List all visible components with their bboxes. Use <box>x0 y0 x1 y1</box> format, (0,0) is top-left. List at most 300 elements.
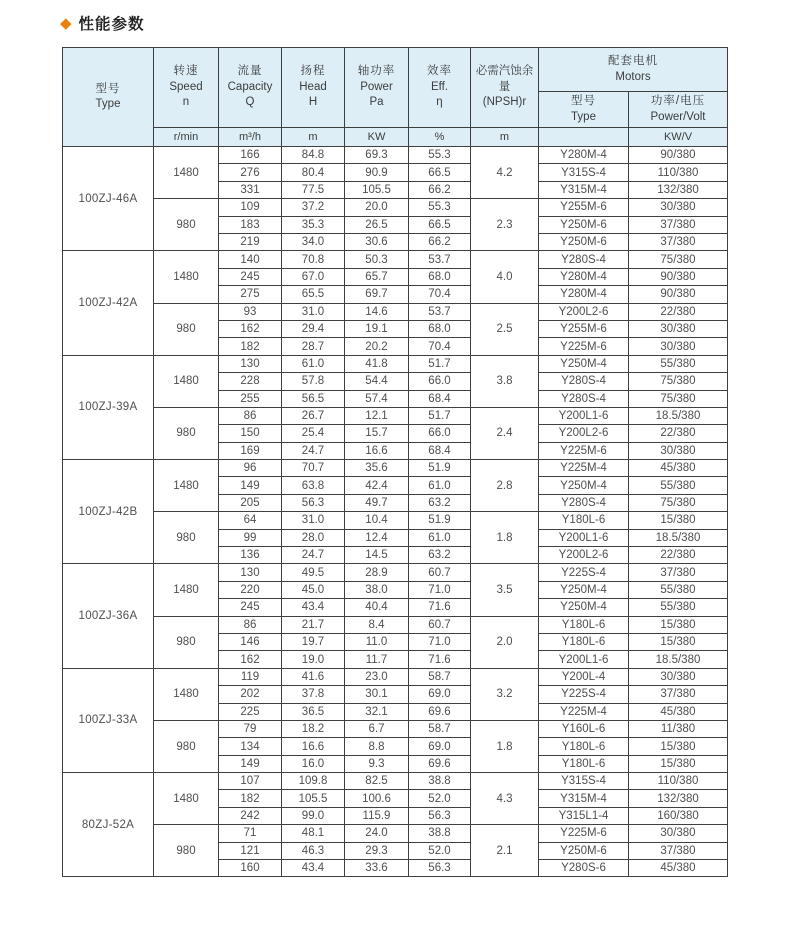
eff-cell: 69.0 <box>409 738 471 755</box>
capacity-cell: 99 <box>219 529 282 546</box>
eff-cell: 53.7 <box>409 303 471 320</box>
npsh-cell: 3.2 <box>471 668 539 720</box>
head-cell: 49.5 <box>282 564 345 581</box>
power-cell: 40.4 <box>345 599 409 616</box>
eff-cell: 60.7 <box>409 564 471 581</box>
eff-cell: 69.6 <box>409 755 471 772</box>
eff-cell: 58.7 <box>409 668 471 685</box>
power-cell: 20.2 <box>345 338 409 355</box>
motor-power-cell: 37/380 <box>629 686 728 703</box>
col-header-motor-type: 型号 Type <box>539 92 629 128</box>
eff-cell: 66.0 <box>409 373 471 390</box>
motor-type-cell: Y280S-4 <box>539 494 629 511</box>
motor-power-cell: 30/380 <box>629 320 728 337</box>
power-cell: 90.9 <box>345 164 409 181</box>
motor-power-cell: 22/380 <box>629 303 728 320</box>
power-cell: 42.4 <box>345 477 409 494</box>
power-cell: 30.6 <box>345 233 409 250</box>
speed-cell: 1480 <box>154 564 219 616</box>
npsh-cell: 2.5 <box>471 303 539 355</box>
power-cell: 100.6 <box>345 790 409 807</box>
power-cell: 49.7 <box>345 494 409 511</box>
npsh-cell: 4.3 <box>471 773 539 825</box>
eff-cell: 56.3 <box>409 860 471 877</box>
model-cell: 100ZJ-36A <box>63 564 154 668</box>
motor-power-cell: 55/380 <box>629 599 728 616</box>
table-row <box>63 303 728 320</box>
model-cell: 100ZJ-39A <box>63 355 154 459</box>
motor-power-cell: 22/380 <box>629 425 728 442</box>
eff-cell: 71.0 <box>409 633 471 650</box>
capacity-cell: 86 <box>219 616 282 633</box>
power-cell: 65.7 <box>345 268 409 285</box>
head-cell: 70.7 <box>282 460 345 477</box>
motor-type-cell: Y180L-6 <box>539 755 629 772</box>
head-cell: 48.1 <box>282 825 345 842</box>
capacity-cell: 93 <box>219 303 282 320</box>
motor-type-cell: Y250M-4 <box>539 599 629 616</box>
power-cell: 54.4 <box>345 373 409 390</box>
head-cell: 24.7 <box>282 547 345 564</box>
capacity-cell: 182 <box>219 338 282 355</box>
unit-motor-type <box>539 128 629 147</box>
capacity-cell: 245 <box>219 268 282 285</box>
motor-type-cell: Y200L2-6 <box>539 425 629 442</box>
speed-cell: 1480 <box>154 355 219 407</box>
head-cell: 16.6 <box>282 738 345 755</box>
motor-power-cell: 15/380 <box>629 755 728 772</box>
table-row <box>63 512 728 529</box>
power-cell: 23.0 <box>345 668 409 685</box>
npsh-cell: 1.8 <box>471 512 539 564</box>
motor-power-cell: 22/380 <box>629 547 728 564</box>
table-header <box>63 48 728 147</box>
npsh-cell: 2.0 <box>471 616 539 668</box>
capacity-cell: 331 <box>219 181 282 198</box>
npsh-cell: 3.5 <box>471 564 539 616</box>
head-cell: 31.0 <box>282 512 345 529</box>
power-cell: 6.7 <box>345 720 409 737</box>
motor-type-cell: Y315S-4 <box>539 773 629 790</box>
npsh-cell: 3.8 <box>471 355 539 407</box>
eff-cell: 66.5 <box>409 164 471 181</box>
npsh-cell: 2.1 <box>471 825 539 877</box>
head-cell: 45.0 <box>282 581 345 598</box>
motor-type-cell: Y200L-4 <box>539 668 629 685</box>
power-cell: 26.5 <box>345 216 409 233</box>
eff-cell: 68.4 <box>409 390 471 407</box>
power-cell: 11.7 <box>345 651 409 668</box>
power-cell: 12.1 <box>345 407 409 424</box>
unit-eff: % <box>409 128 471 147</box>
eff-cell: 70.4 <box>409 338 471 355</box>
unit-npsh: m <box>471 128 539 147</box>
col-header-capacity: 流量 Capacity Q <box>219 48 282 128</box>
power-cell: 15.7 <box>345 425 409 442</box>
motor-power-cell: 37/380 <box>629 564 728 581</box>
capacity-cell: 96 <box>219 460 282 477</box>
motor-power-cell: 90/380 <box>629 268 728 285</box>
head-cell: 34.0 <box>282 233 345 250</box>
motor-type-cell: Y225M-4 <box>539 703 629 720</box>
model-cell: 100ZJ-33A <box>63 668 154 772</box>
npsh-cell: 1.8 <box>471 720 539 772</box>
diamond-icon: ◆ <box>60 14 72 32</box>
motor-power-cell: 75/380 <box>629 390 728 407</box>
motor-power-cell: 37/380 <box>629 233 728 250</box>
motor-power-cell: 75/380 <box>629 251 728 268</box>
capacity-cell: 228 <box>219 373 282 390</box>
head-cell: 63.8 <box>282 477 345 494</box>
npsh-cell: 4.2 <box>471 147 539 199</box>
col-header-eff: 效率 Eff. η <box>409 48 471 128</box>
head-cell: 35.3 <box>282 216 345 233</box>
capacity-cell: 160 <box>219 860 282 877</box>
capacity-cell: 276 <box>219 164 282 181</box>
power-cell: 9.3 <box>345 755 409 772</box>
table-row <box>63 355 728 372</box>
capacity-cell: 140 <box>219 251 282 268</box>
head-cell: 56.3 <box>282 494 345 511</box>
eff-cell: 69.0 <box>409 686 471 703</box>
head-cell: 43.4 <box>282 599 345 616</box>
capacity-cell: 169 <box>219 442 282 459</box>
motor-power-cell: 45/380 <box>629 460 728 477</box>
motor-power-cell: 90/380 <box>629 147 728 164</box>
motor-power-cell: 30/380 <box>629 668 728 685</box>
speed-cell: 980 <box>154 616 219 668</box>
npsh-cell: 2.8 <box>471 460 539 512</box>
head-cell: 24.7 <box>282 442 345 459</box>
model-cell: 100ZJ-46A <box>63 147 154 251</box>
motor-type-cell: Y200L2-6 <box>539 303 629 320</box>
speed-cell: 1480 <box>154 773 219 825</box>
npsh-cell: 2.4 <box>471 407 539 459</box>
speed-cell: 1480 <box>154 668 219 720</box>
motor-power-cell: 55/380 <box>629 477 728 494</box>
unit-capacity: m³/h <box>219 128 282 147</box>
motor-power-cell: 160/380 <box>629 807 728 824</box>
capacity-cell: 202 <box>219 686 282 703</box>
unit-head: m <box>282 128 345 147</box>
col-header-motor-power: 功率/电压 Power/Volt <box>629 92 728 128</box>
table-row <box>63 460 728 477</box>
motor-type-cell: Y250M-4 <box>539 581 629 598</box>
eff-cell: 53.7 <box>409 251 471 268</box>
power-cell: 24.0 <box>345 825 409 842</box>
head-cell: 43.4 <box>282 860 345 877</box>
motor-type-cell: Y200L2-6 <box>539 547 629 564</box>
power-cell: 19.1 <box>345 320 409 337</box>
model-cell: 100ZJ-42B <box>63 460 154 564</box>
head-cell: 16.0 <box>282 755 345 772</box>
motor-power-cell: 132/380 <box>629 181 728 198</box>
power-cell: 69.3 <box>345 147 409 164</box>
col-header-head: 扬程 Head H <box>282 48 345 128</box>
head-cell: 80.4 <box>282 164 345 181</box>
power-cell: 28.9 <box>345 564 409 581</box>
eff-cell: 63.2 <box>409 547 471 564</box>
unit-speed: r/min <box>154 128 219 147</box>
capacity-cell: 121 <box>219 842 282 859</box>
head-cell: 70.8 <box>282 251 345 268</box>
motor-power-cell: 45/380 <box>629 703 728 720</box>
eff-cell: 61.0 <box>409 529 471 546</box>
capacity-cell: 136 <box>219 547 282 564</box>
capacity-cell: 149 <box>219 755 282 772</box>
motor-power-cell: 15/380 <box>629 738 728 755</box>
power-cell: 32.1 <box>345 703 409 720</box>
motor-type-cell: Y250M-6 <box>539 842 629 859</box>
motor-power-cell: 18.5/380 <box>629 407 728 424</box>
performance-spec-table <box>62 47 728 877</box>
head-cell: 77.5 <box>282 181 345 198</box>
capacity-cell: 119 <box>219 668 282 685</box>
speed-cell: 1480 <box>154 147 219 199</box>
npsh-cell: 2.3 <box>471 199 539 251</box>
head-cell: 31.0 <box>282 303 345 320</box>
head-cell: 56.5 <box>282 390 345 407</box>
table-row <box>63 147 728 164</box>
motor-type-cell: Y280M-4 <box>539 268 629 285</box>
motor-type-cell: Y315S-4 <box>539 164 629 181</box>
head-cell: 105.5 <box>282 790 345 807</box>
eff-cell: 52.0 <box>409 842 471 859</box>
page-title <box>60 12 800 34</box>
power-cell: 14.5 <box>345 547 409 564</box>
power-cell: 82.5 <box>345 773 409 790</box>
head-cell: 26.7 <box>282 407 345 424</box>
head-cell: 61.0 <box>282 355 345 372</box>
motor-type-cell: Y255M-6 <box>539 199 629 216</box>
head-cell: 36.5 <box>282 703 345 720</box>
speed-cell: 1480 <box>154 460 219 512</box>
speed-cell: 980 <box>154 825 219 877</box>
head-cell: 29.4 <box>282 320 345 337</box>
model-cell: 80ZJ-52A <box>63 773 154 877</box>
motor-power-cell: 30/380 <box>629 442 728 459</box>
speed-cell: 980 <box>154 303 219 355</box>
col-header-npsh: 必需汽蚀余量 (NPSH)r <box>471 48 539 128</box>
motor-power-cell: 37/380 <box>629 842 728 859</box>
motor-power-cell: 75/380 <box>629 373 728 390</box>
power-cell: 20.0 <box>345 199 409 216</box>
motor-power-cell: 18.5/380 <box>629 651 728 668</box>
head-cell: 19.7 <box>282 633 345 650</box>
motor-type-cell: Y225S-4 <box>539 686 629 703</box>
speed-cell: 980 <box>154 512 219 564</box>
motor-type-cell: Y315M-4 <box>539 181 629 198</box>
table-row <box>63 616 728 633</box>
unit-power: KW <box>345 128 409 147</box>
eff-cell: 71.6 <box>409 651 471 668</box>
capacity-cell: 130 <box>219 355 282 372</box>
motor-type-cell: Y250M-4 <box>539 355 629 372</box>
power-cell: 50.3 <box>345 251 409 268</box>
head-cell: 67.0 <box>282 268 345 285</box>
eff-cell: 70.4 <box>409 286 471 303</box>
capacity-cell: 146 <box>219 633 282 650</box>
motor-power-cell: 15/380 <box>629 512 728 529</box>
npsh-cell: 4.0 <box>471 251 539 303</box>
capacity-cell: 107 <box>219 773 282 790</box>
power-cell: 8.8 <box>345 738 409 755</box>
motor-type-cell: Y280S-4 <box>539 373 629 390</box>
table-row <box>63 407 728 424</box>
head-cell: 37.8 <box>282 686 345 703</box>
col-header-speed: 转速 Speed n <box>154 48 219 128</box>
unit-motor-power: KW/V <box>629 128 728 147</box>
capacity-cell: 162 <box>219 651 282 668</box>
eff-cell: 68.0 <box>409 268 471 285</box>
eff-cell: 68.0 <box>409 320 471 337</box>
motor-type-cell: Y180L-6 <box>539 633 629 650</box>
eff-cell: 51.9 <box>409 460 471 477</box>
eff-cell: 58.7 <box>409 720 471 737</box>
power-cell: 115.9 <box>345 807 409 824</box>
capacity-cell: 255 <box>219 390 282 407</box>
motor-power-cell: 75/380 <box>629 494 728 511</box>
motor-type-cell: Y280S-4 <box>539 390 629 407</box>
eff-cell: 66.2 <box>409 233 471 250</box>
motor-power-cell: 30/380 <box>629 825 728 842</box>
capacity-cell: 150 <box>219 425 282 442</box>
head-cell: 28.0 <box>282 529 345 546</box>
motor-power-cell: 15/380 <box>629 633 728 650</box>
eff-cell: 38.8 <box>409 825 471 842</box>
motor-type-cell: Y225M-6 <box>539 442 629 459</box>
col-header-type: 型号 Type <box>63 48 154 147</box>
capacity-cell: 130 <box>219 564 282 581</box>
motor-type-cell: Y250M-6 <box>539 233 629 250</box>
table-body <box>63 147 728 877</box>
capacity-cell: 205 <box>219 494 282 511</box>
table-row <box>63 251 728 268</box>
motor-type-cell: Y250M-4 <box>539 477 629 494</box>
motor-type-cell: Y315L1-4 <box>539 807 629 824</box>
head-cell: 28.7 <box>282 338 345 355</box>
table-row <box>63 564 728 581</box>
motor-type-cell: Y200L1-6 <box>539 407 629 424</box>
motor-power-cell: 55/380 <box>629 355 728 372</box>
eff-cell: 69.6 <box>409 703 471 720</box>
head-cell: 99.0 <box>282 807 345 824</box>
motor-power-cell: 132/380 <box>629 790 728 807</box>
motor-type-cell: Y280M-4 <box>539 147 629 164</box>
head-cell: 109.8 <box>282 773 345 790</box>
power-cell: 33.6 <box>345 860 409 877</box>
eff-cell: 66.5 <box>409 216 471 233</box>
eff-cell: 51.7 <box>409 355 471 372</box>
head-cell: 21.7 <box>282 616 345 633</box>
eff-cell: 55.3 <box>409 147 471 164</box>
power-cell: 14.6 <box>345 303 409 320</box>
motor-power-cell: 37/380 <box>629 216 728 233</box>
motor-power-cell: 11/380 <box>629 720 728 737</box>
page-title-text: 性能参数 <box>78 16 145 33</box>
head-cell: 46.3 <box>282 842 345 859</box>
capacity-cell: 79 <box>219 720 282 737</box>
eff-cell: 66.2 <box>409 181 471 198</box>
motor-type-cell: Y225S-4 <box>539 564 629 581</box>
power-cell: 41.8 <box>345 355 409 372</box>
motor-power-cell: 15/380 <box>629 616 728 633</box>
table-row <box>63 773 728 790</box>
capacity-cell: 86 <box>219 407 282 424</box>
head-cell: 65.5 <box>282 286 345 303</box>
eff-cell: 56.3 <box>409 807 471 824</box>
motor-power-cell: 30/380 <box>629 338 728 355</box>
motor-type-cell: Y225M-4 <box>539 460 629 477</box>
table-row <box>63 668 728 685</box>
table-row <box>63 720 728 737</box>
capacity-cell: 109 <box>219 199 282 216</box>
motor-power-cell: 45/380 <box>629 860 728 877</box>
head-cell: 37.2 <box>282 199 345 216</box>
motor-type-cell: Y225M-6 <box>539 825 629 842</box>
speed-cell: 1480 <box>154 251 219 303</box>
motor-power-cell: 110/380 <box>629 773 728 790</box>
motor-type-cell: Y280S-4 <box>539 251 629 268</box>
eff-cell: 61.0 <box>409 477 471 494</box>
capacity-cell: 162 <box>219 320 282 337</box>
eff-cell: 71.6 <box>409 599 471 616</box>
eff-cell: 66.0 <box>409 425 471 442</box>
eff-cell: 71.0 <box>409 581 471 598</box>
capacity-cell: 183 <box>219 216 282 233</box>
eff-cell: 51.7 <box>409 407 471 424</box>
eff-cell: 38.8 <box>409 773 471 790</box>
head-cell: 84.8 <box>282 147 345 164</box>
eff-cell: 55.3 <box>409 199 471 216</box>
power-cell: 11.0 <box>345 633 409 650</box>
table-row <box>63 825 728 842</box>
motor-type-cell: Y180L-6 <box>539 616 629 633</box>
motor-type-cell: Y160L-6 <box>539 720 629 737</box>
capacity-cell: 275 <box>219 286 282 303</box>
table-row <box>63 199 728 216</box>
model-cell: 100ZJ-42A <box>63 251 154 355</box>
capacity-cell: 219 <box>219 233 282 250</box>
capacity-cell: 149 <box>219 477 282 494</box>
speed-cell: 980 <box>154 199 219 251</box>
motor-type-cell: Y280S-6 <box>539 860 629 877</box>
power-cell: 12.4 <box>345 529 409 546</box>
power-cell: 10.4 <box>345 512 409 529</box>
motor-power-cell: 55/380 <box>629 581 728 598</box>
col-header-power: 轴功率 Power Pa <box>345 48 409 128</box>
motor-power-cell: 90/380 <box>629 286 728 303</box>
capacity-cell: 134 <box>219 738 282 755</box>
capacity-cell: 166 <box>219 147 282 164</box>
power-cell: 16.6 <box>345 442 409 459</box>
power-cell: 105.5 <box>345 181 409 198</box>
power-cell: 38.0 <box>345 581 409 598</box>
motor-type-cell: Y200L1-6 <box>539 651 629 668</box>
motor-type-cell: Y200L1-6 <box>539 529 629 546</box>
eff-cell: 51.9 <box>409 512 471 529</box>
eff-cell: 60.7 <box>409 616 471 633</box>
motor-type-cell: Y280M-4 <box>539 286 629 303</box>
head-cell: 18.2 <box>282 720 345 737</box>
motor-type-cell: Y255M-6 <box>539 320 629 337</box>
head-cell: 19.0 <box>282 651 345 668</box>
power-cell: 69.7 <box>345 286 409 303</box>
speed-cell: 980 <box>154 720 219 772</box>
motor-power-cell: 30/380 <box>629 199 728 216</box>
power-cell: 29.3 <box>345 842 409 859</box>
head-cell: 25.4 <box>282 425 345 442</box>
